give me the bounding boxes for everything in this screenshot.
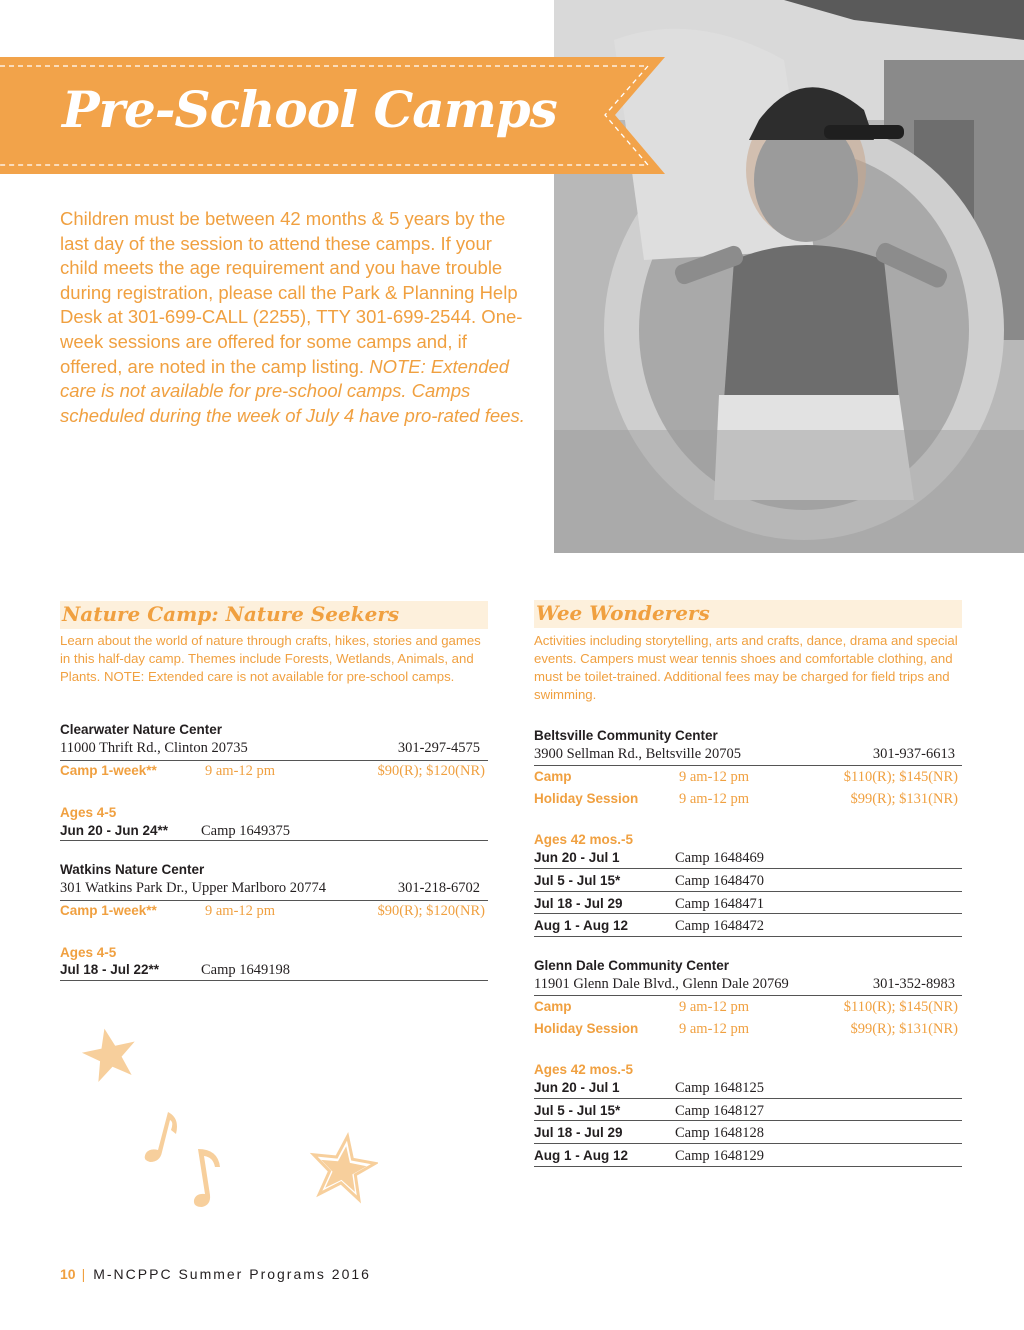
session-dates: Jul 5 - Jul 15*	[534, 1103, 621, 1118]
location-name: Clearwater Nature Center	[60, 722, 223, 737]
divider	[534, 1120, 962, 1121]
nature-camp-title: Nature Camp: Nature Seekers	[62, 602, 400, 626]
location-address: 301 Watkins Park Dr., Upper Marlboro 20774	[60, 880, 326, 896]
session-dates: Jul 18 - Jul 22**	[60, 962, 160, 977]
page-title: Pre-School Camps	[62, 80, 557, 139]
session-dates: Jul 5 - Jul 15*	[534, 873, 621, 888]
divider	[534, 913, 962, 914]
divider	[534, 1098, 962, 1099]
session-code: Camp 1648470	[675, 873, 765, 889]
age-range: Ages 42 mos.-5	[534, 832, 634, 847]
divider	[534, 1166, 962, 1167]
session-code: Camp 1648471	[675, 896, 765, 912]
session-code: Camp 1648127	[675, 1103, 765, 1119]
session-dates: Jul 18 - Jul 29	[534, 1125, 623, 1140]
intro-paragraph	[60, 207, 530, 428]
location-address: 3900 Sellman Rd., Beltsville 20705	[534, 746, 742, 762]
session-fee: $110(R); $145(NR)	[843, 999, 958, 1015]
star-icon	[80, 1025, 140, 1085]
wee-wonderers-description: Activities including storytelling, arts and crafts, dance, drama and special events. Campers must wear tennis shoes and comfortable clothing, and must be toilet-trained. Additional fees may be charged for field trips and swimming.	[534, 633, 958, 702]
session-dates: Jul 18 - Jul 29	[534, 896, 623, 911]
star-icon	[308, 1132, 378, 1207]
divider	[534, 765, 962, 766]
location-name: Watkins Nature Center	[60, 862, 205, 877]
location-phone: 301-937-6613	[872, 746, 955, 762]
session-dates: Aug 1 - Aug 12	[534, 918, 629, 933]
session-time: 9 am-12 pm	[205, 763, 276, 779]
session-code: Camp 1648128	[675, 1125, 765, 1141]
session-fee: $90(R); $120(NR)	[377, 903, 485, 919]
session-fee: $99(R); $131(NR)	[850, 791, 958, 807]
session-fee: $99(R); $131(NR)	[850, 1021, 958, 1037]
location-phone: 301-297-4575	[397, 740, 480, 756]
divider	[60, 840, 488, 841]
music-note-icon	[140, 1108, 190, 1168]
session-type: Camp 1-week**	[60, 763, 157, 778]
session-time: 9 am-12 pm	[205, 903, 276, 919]
session-code: Camp 1648129	[675, 1148, 765, 1164]
session-dates: Jun 20 - Jul 1	[534, 850, 620, 865]
divider	[60, 900, 488, 901]
session-code: Camp 1648125	[675, 1080, 765, 1096]
page-number: 10	[60, 1266, 76, 1282]
session-time: 9 am-12 pm	[679, 999, 750, 1015]
divider	[534, 936, 962, 937]
wee-wonderers-heading	[534, 600, 962, 628]
location-name: Beltsville Community Center	[534, 728, 718, 743]
location-phone: 301-352-8983	[872, 976, 955, 992]
publication-name: M-NCPPC Summer Programs 2016	[93, 1266, 371, 1282]
music-note-icon	[188, 1145, 233, 1210]
session-time: 9 am-12 pm	[679, 1021, 750, 1037]
divider	[60, 760, 488, 761]
nature-camp-heading	[60, 601, 488, 629]
age-range: Ages 4-5	[60, 945, 117, 960]
location-address: 11901 Glenn Dale Blvd., Glenn Dale 20769	[534, 976, 789, 992]
session-fee: $90(R); $120(NR)	[377, 763, 485, 779]
location-phone: 301-218-6702	[397, 880, 480, 896]
session-fee: $110(R); $145(NR)	[843, 769, 958, 785]
session-code: Camp 1648472	[675, 918, 765, 934]
page-footer: 10 | M-NCPPC Summer Programs 2016	[60, 1266, 371, 1282]
location-name: Glenn Dale Community Center	[534, 958, 730, 973]
age-range: Ages 4-5	[60, 805, 117, 820]
session-time: 9 am-12 pm	[679, 791, 750, 807]
session-code: Camp 1648469	[675, 850, 765, 866]
divider	[534, 1143, 962, 1144]
session-dates: Jun 20 - Jul 1	[534, 1080, 620, 1095]
divider	[534, 891, 962, 892]
session-type: Holiday Session	[534, 791, 639, 806]
wee-wonderers-title: Wee Wonderers	[536, 601, 710, 625]
intro-text: Children must be between 42 months & 5 years by the last day of the session to attend these camps. If your child meets the age requirement and you have trouble during registration, please call the Park & Planning Help Desk at 301-699-CALL (2255), TTY 301-699-2544. One-week sessions are offered for some camps and, if offered, are noted in the camp listing.	[60, 208, 523, 377]
session-dates: Aug 1 - Aug 12	[534, 1148, 629, 1163]
session-code: Camp 1649375	[201, 823, 291, 839]
location-address: 11000 Thrift Rd., Clinton 20735	[60, 740, 248, 756]
divider	[534, 868, 962, 869]
session-type: Camp	[534, 999, 572, 1014]
nature-camp-description: Learn about the world of nature through crafts, hikes, stories and games in this half-day camp. Themes include Forests, Wetlands, Animals, and Plants. NOTE: Extended care is not available for pre-school camps.	[60, 633, 481, 684]
intro-note: NOTE: Extended care is not available for pre-school camps. Camps scheduled during the week of July 4 have pro-rated fees.	[60, 355, 525, 426]
session-dates: Jun 20 - Jun 24**	[60, 823, 169, 838]
session-type: Holiday Session	[534, 1021, 639, 1036]
session-code: Camp 1649198	[201, 962, 291, 978]
session-type: Camp 1-week**	[60, 903, 157, 918]
session-time: 9 am-12 pm	[679, 769, 750, 785]
session-type: Camp	[534, 769, 572, 784]
divider	[60, 980, 488, 981]
divider	[534, 995, 962, 996]
age-range: Ages 42 mos.-5	[534, 1062, 634, 1077]
